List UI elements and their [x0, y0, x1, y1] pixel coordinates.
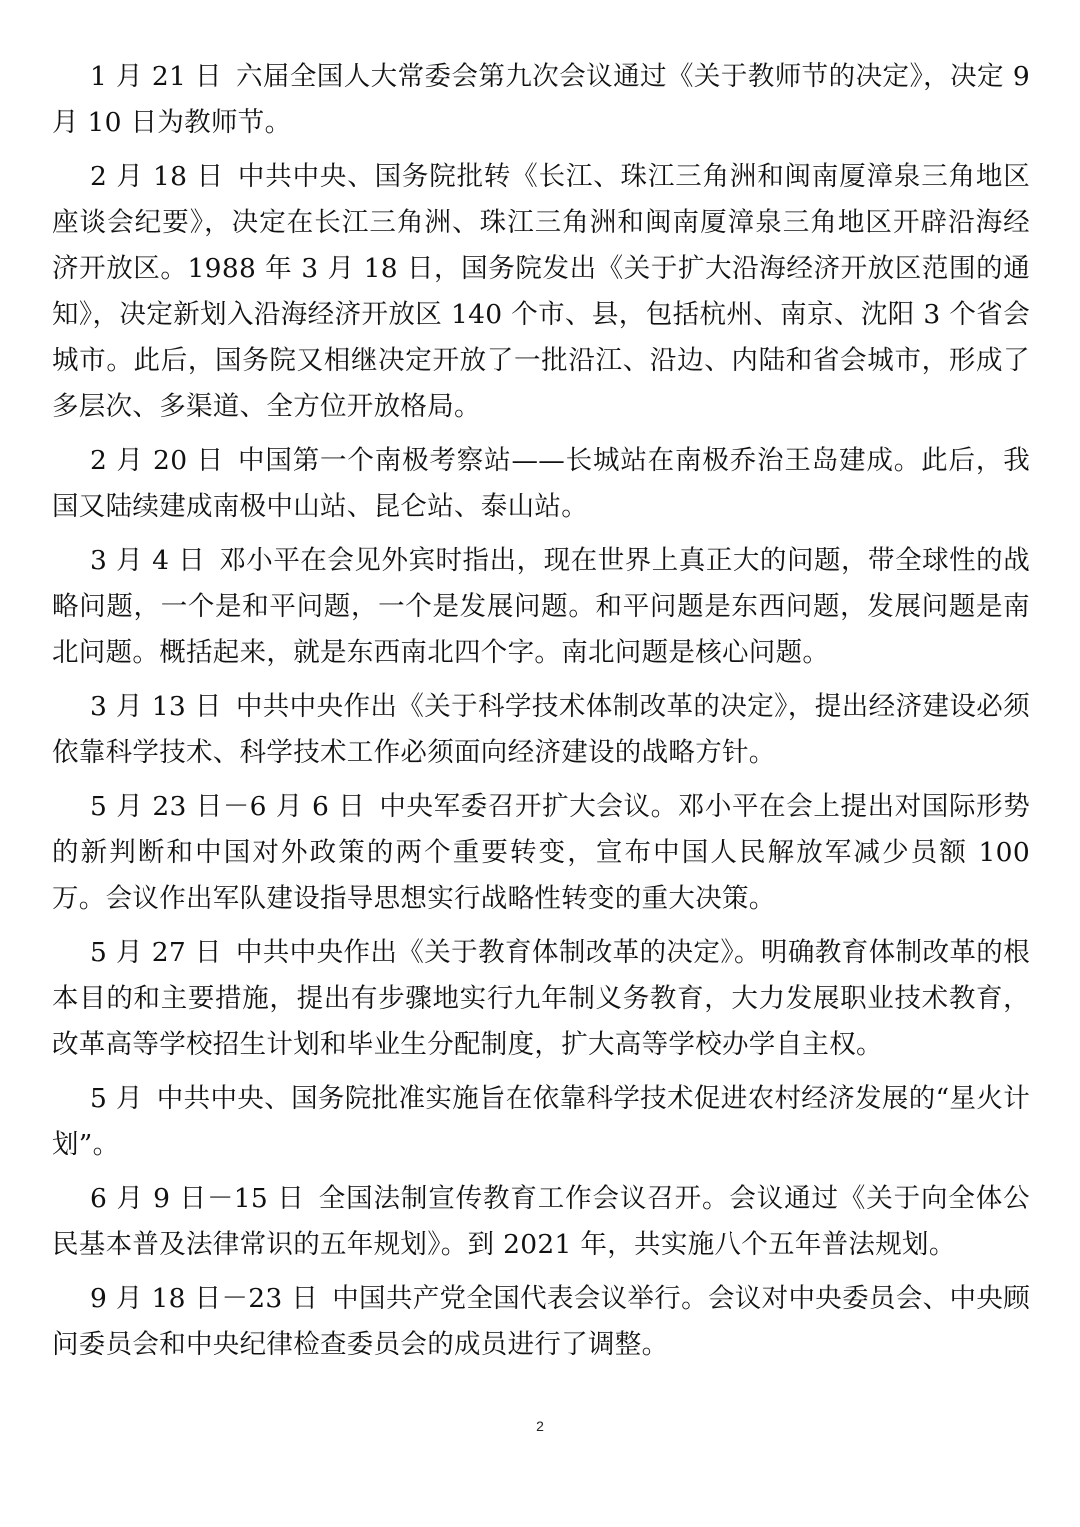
chronology-entry	[52, 684, 1030, 776]
chronology-entry	[52, 154, 1030, 430]
entry-text: 六届全国人大常委会第九次会议通过《关于教师节的决定》，决定 9 月 10 日为教师节。	[52, 61, 1030, 138]
entry-text: 中共中央作出《关于教育体制改革的决定》。明确教育体制改革的根本目的和主要措施，提出有步骤地实行九年制义务教育，大力发展职业技术教育，改革高等学校招生计划和毕业生分配制度，扩大高等学校办学自主权。	[52, 937, 1030, 1060]
entry-date: 1 月 21 日	[90, 61, 222, 92]
entry-text: 中共中央、国务院批转《长江、珠江三角洲和闽南厦漳泉三角地区座谈会纪要》，决定在长江三角洲、珠江三角洲和闽南厦漳泉三角地区开辟沿海经济开放区。1988 年 3 月 18 日，国务院发出《关于扩大沿海经济开放区范围的通知》，决定新划入沿海经济开放区 140 个市、县，包括杭州、南京、沈阳 3 个省会城市。此后，国务院又相继决定开放了一批沿江、沿边、内陆和省会城市，形成了多层次、多渠道、全方位开放格局。	[52, 161, 1030, 422]
entry-date: 3 月 13 日	[90, 691, 222, 722]
entry-text: 中国共产党全国代表会议举行。会议对中央委员会、中央顾问委员会和中央纪律检查委员会的成员进行了调整。	[52, 1283, 1030, 1360]
entry-date: 6 月 9 日－15 日	[90, 1183, 305, 1214]
chronology-entry	[52, 784, 1030, 922]
chronology-entry	[52, 1176, 1030, 1268]
chronology-entry	[52, 930, 1030, 1068]
entry-date: 9 月 18 日－23 日	[90, 1283, 319, 1314]
chronology-entry	[52, 1076, 1030, 1168]
chronology-entry	[52, 54, 1030, 146]
entry-date: 2 月 20 日	[90, 445, 224, 476]
entry-text: 全国法制宣传教育工作会议召开。会议通过《关于向全体公民基本普及法律常识的五年规划》。到 2021 年，共实施八个五年普法规划。	[52, 1183, 1030, 1260]
entry-text: 中央军委召开扩大会议。邓小平在会上提出对国际形势的新判断和中国对外政策的两个重要转变，宣布中国人民解放军减少员额 100 万。会议作出军队建设指导思想实行战略性转变的重大决策。	[52, 791, 1030, 914]
entry-date: 3 月 4 日	[90, 545, 206, 576]
entry-date: 2 月 18 日	[90, 161, 224, 192]
entry-date: 5 月	[90, 1083, 143, 1114]
chronology-entry	[52, 538, 1030, 676]
entry-text: 中共中央、国务院批准实施旨在依靠科学技术促进农村经济发展的“星火计划”。	[52, 1083, 1030, 1160]
entry-date: 5 月 23 日－6 月 6 日	[90, 791, 366, 822]
entry-date: 5 月 27 日	[90, 937, 222, 968]
document-body	[52, 54, 1030, 1376]
chronology-entry	[52, 438, 1030, 530]
chronology-entry	[52, 1276, 1030, 1368]
page-number: 2	[536, 1418, 544, 1434]
entry-text: 邓小平在会见外宾时指出，现在世界上真正大的问题，带全球性的战略问题，一个是和平问题，一个是发展问题。和平问题是东西问题，发展问题是南北问题。概括起来，就是东西南北四个字。南北问题是核心问题。	[52, 545, 1031, 668]
entry-text: 中共中央作出《关于科学技术体制改革的决定》，提出经济建设必须依靠科学技术、科学技术工作必须面向经济建设的战略方针。	[52, 691, 1030, 768]
entry-text: 中国第一个南极考察站——长城站在南极乔治王岛建成。此后，我国又陆续建成南极中山站、昆仑站、泰山站。	[52, 445, 1030, 522]
